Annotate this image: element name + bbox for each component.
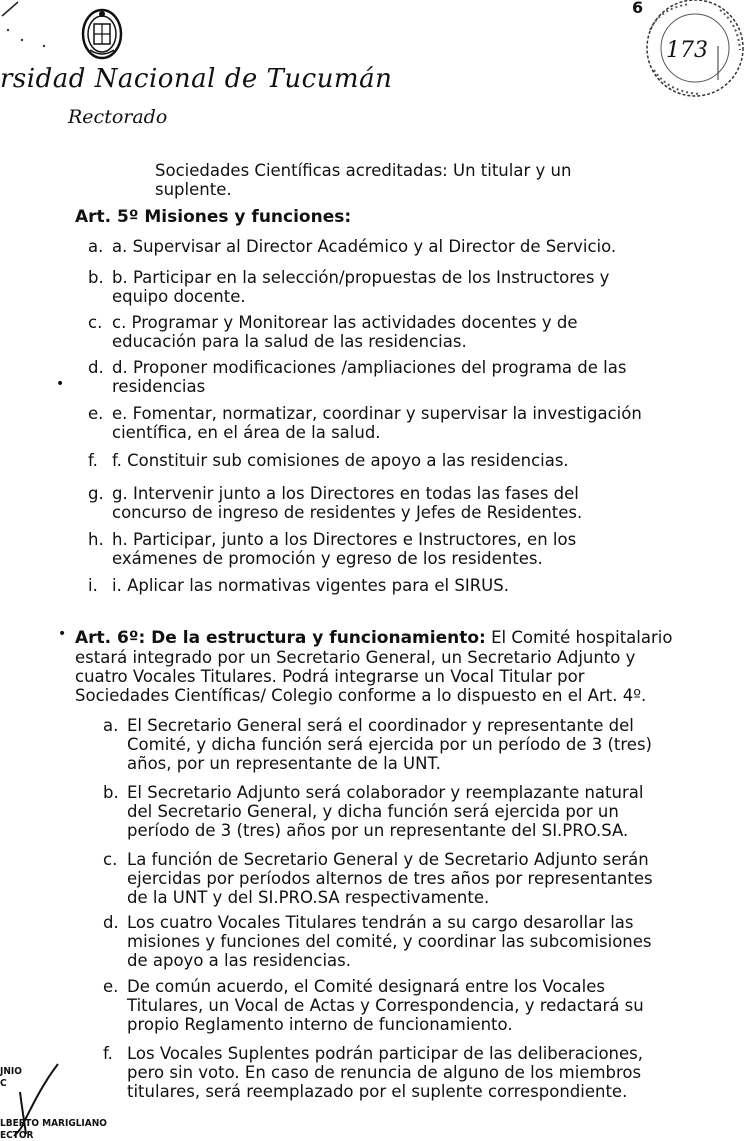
scan-mark: • <box>56 376 65 392</box>
article-6-paragraph <box>75 628 673 705</box>
item-letter: c. <box>88 313 103 332</box>
article-6-body-l1: El Comité hospitalario <box>491 628 673 647</box>
item-text: Los Vocales Suplentes podrán participar de las deliberaciones, <box>127 1044 644 1063</box>
article-6-body-l4: Sociedades Científicas/ Colegio conforme a lo dispuesto en el Art. 4º. <box>75 686 647 705</box>
item-letter: g. <box>88 484 104 503</box>
intro-paragraph: Sociedades Científicas acreditadas: Un titular y un suplente. <box>155 161 572 199</box>
item-text: c. Programar y Monitorear las actividades docentes y de <box>112 313 578 332</box>
item-text: f. Constituir sub comisiones de apoyo a las residencias. <box>112 451 569 470</box>
item-text-continued: del Secretario General, y dicha función será ejercida por un <box>127 802 619 821</box>
item-letter: a. <box>103 716 119 735</box>
item-text-continued: científica, en el área de la salud. <box>112 423 381 442</box>
item-text-continued: educación para la salud de las residencias. <box>112 332 467 351</box>
item-text: De común acuerdo, el Comité designará entre los Vocales <box>127 977 605 996</box>
article-6-heading: Art. 6º: De la estructura y funcionamiento: <box>75 628 486 648</box>
signature-text-l3: LBERTO MARIGLIANO <box>0 1118 107 1129</box>
item-text: a. Supervisar al Director Académico y al Director de Servicio. <box>112 237 617 256</box>
item-text-continued: de apoyo a las residencias. <box>127 951 351 970</box>
item-text-continued: período de 3 (tres) años por un representante del SI.PRO.SA. <box>127 821 629 840</box>
item-text: La función de Secretario General y de Secretario Adjunto serán <box>127 850 649 869</box>
item-text: i. Aplicar las normativas vigentes para el SIRUS. <box>112 576 509 595</box>
item-text-continued: residencias <box>112 377 206 396</box>
item-letter: h. <box>88 530 104 549</box>
item-text-continued: pero sin voto. En caso de renuncia de alguno de los miembros <box>127 1063 642 1082</box>
item-text-continued: misiones y funciones del comité, y coordinar las subcomisiones <box>127 932 652 951</box>
item-letter: d. <box>103 913 119 932</box>
scan-mark: • <box>58 626 67 642</box>
item-letter: f. <box>103 1044 113 1063</box>
item-text-continued: ejercidas por períodos alternos de tres años por representantes <box>127 869 653 888</box>
article-6-body-l3: cuatro Vocales Titulares. Podrá integrarse un Vocal Titular por <box>75 667 585 686</box>
university-seal-icon <box>80 4 124 62</box>
item-letter: b. <box>103 783 119 802</box>
item-text-continued: concurso de ingreso de residentes y Jefes de Residentes. <box>112 503 583 522</box>
item-letter: d. <box>88 358 104 377</box>
article-5-heading: Art. 5º Misiones y funciones: <box>75 207 352 227</box>
item-text: b. Participar en la selección/propuestas de los Instructores y <box>112 268 610 287</box>
item-text: e. Fomentar, normatizar, coordinar y supervisar la investigación <box>112 404 642 423</box>
item-letter: b. <box>88 268 104 287</box>
item-letter: e. <box>103 977 119 996</box>
signature-text-l2: C <box>0 1078 7 1089</box>
item-letter: i. <box>88 576 98 595</box>
stamp-corner-mark: 6 <box>632 0 644 17</box>
item-letter: f. <box>88 451 98 470</box>
item-text-continued: propio Reglamento interno de funcionamiento. <box>127 1015 513 1034</box>
item-text: d. Proponer modificaciones /ampliaciones del programa de las <box>112 358 627 377</box>
office-name: Rectorado <box>68 106 168 128</box>
signature-text-l4: ECTOR <box>0 1130 34 1141</box>
item-text-continued: años, por un representante de la UNT. <box>127 754 441 773</box>
item-text-continued: de la UNT y del SI.PRO.SA respectivamente. <box>127 888 490 907</box>
folio-number: 173 <box>666 38 708 63</box>
item-text: Los cuatro Vocales Titulares tendrán a su cargo desarollar las <box>127 913 634 932</box>
item-text-continued: Comité, y dicha función será ejercida por un período de 3 (tres) <box>127 735 652 754</box>
pen-mark <box>0 0 60 50</box>
item-text: El Secretario Adjunto será colaborador y reemplazante natural <box>127 783 644 802</box>
item-text-continued: titulares, será reemplazado por el suplente correspondiente. <box>127 1082 628 1101</box>
university-name: rsidad Nacional de Tucumán <box>0 64 393 94</box>
item-letter: e. <box>88 404 104 423</box>
item-text-continued: equipo docente. <box>112 287 246 306</box>
item-letter: c. <box>103 850 118 869</box>
item-text-continued: exámenes de promoción y egreso de los residentes. <box>112 549 543 568</box>
item-letter: a. <box>88 237 104 256</box>
article-6-body-l2: estará integrado por un Secretario General, un Secretario Adjunto y <box>75 648 636 667</box>
signature-text-l1: JNIO <box>0 1066 22 1077</box>
item-text-continued: Titulares, un Vocal de Actas y Correspondencia, y redactará su <box>127 996 644 1015</box>
item-text: h. Participar, junto a los Directores e Instructores, en los <box>112 530 577 549</box>
item-text: g. Intervenir junto a los Directores en todas las fases del <box>112 484 579 503</box>
item-text: El Secretario General será el coordinador y representante del <box>127 716 634 735</box>
